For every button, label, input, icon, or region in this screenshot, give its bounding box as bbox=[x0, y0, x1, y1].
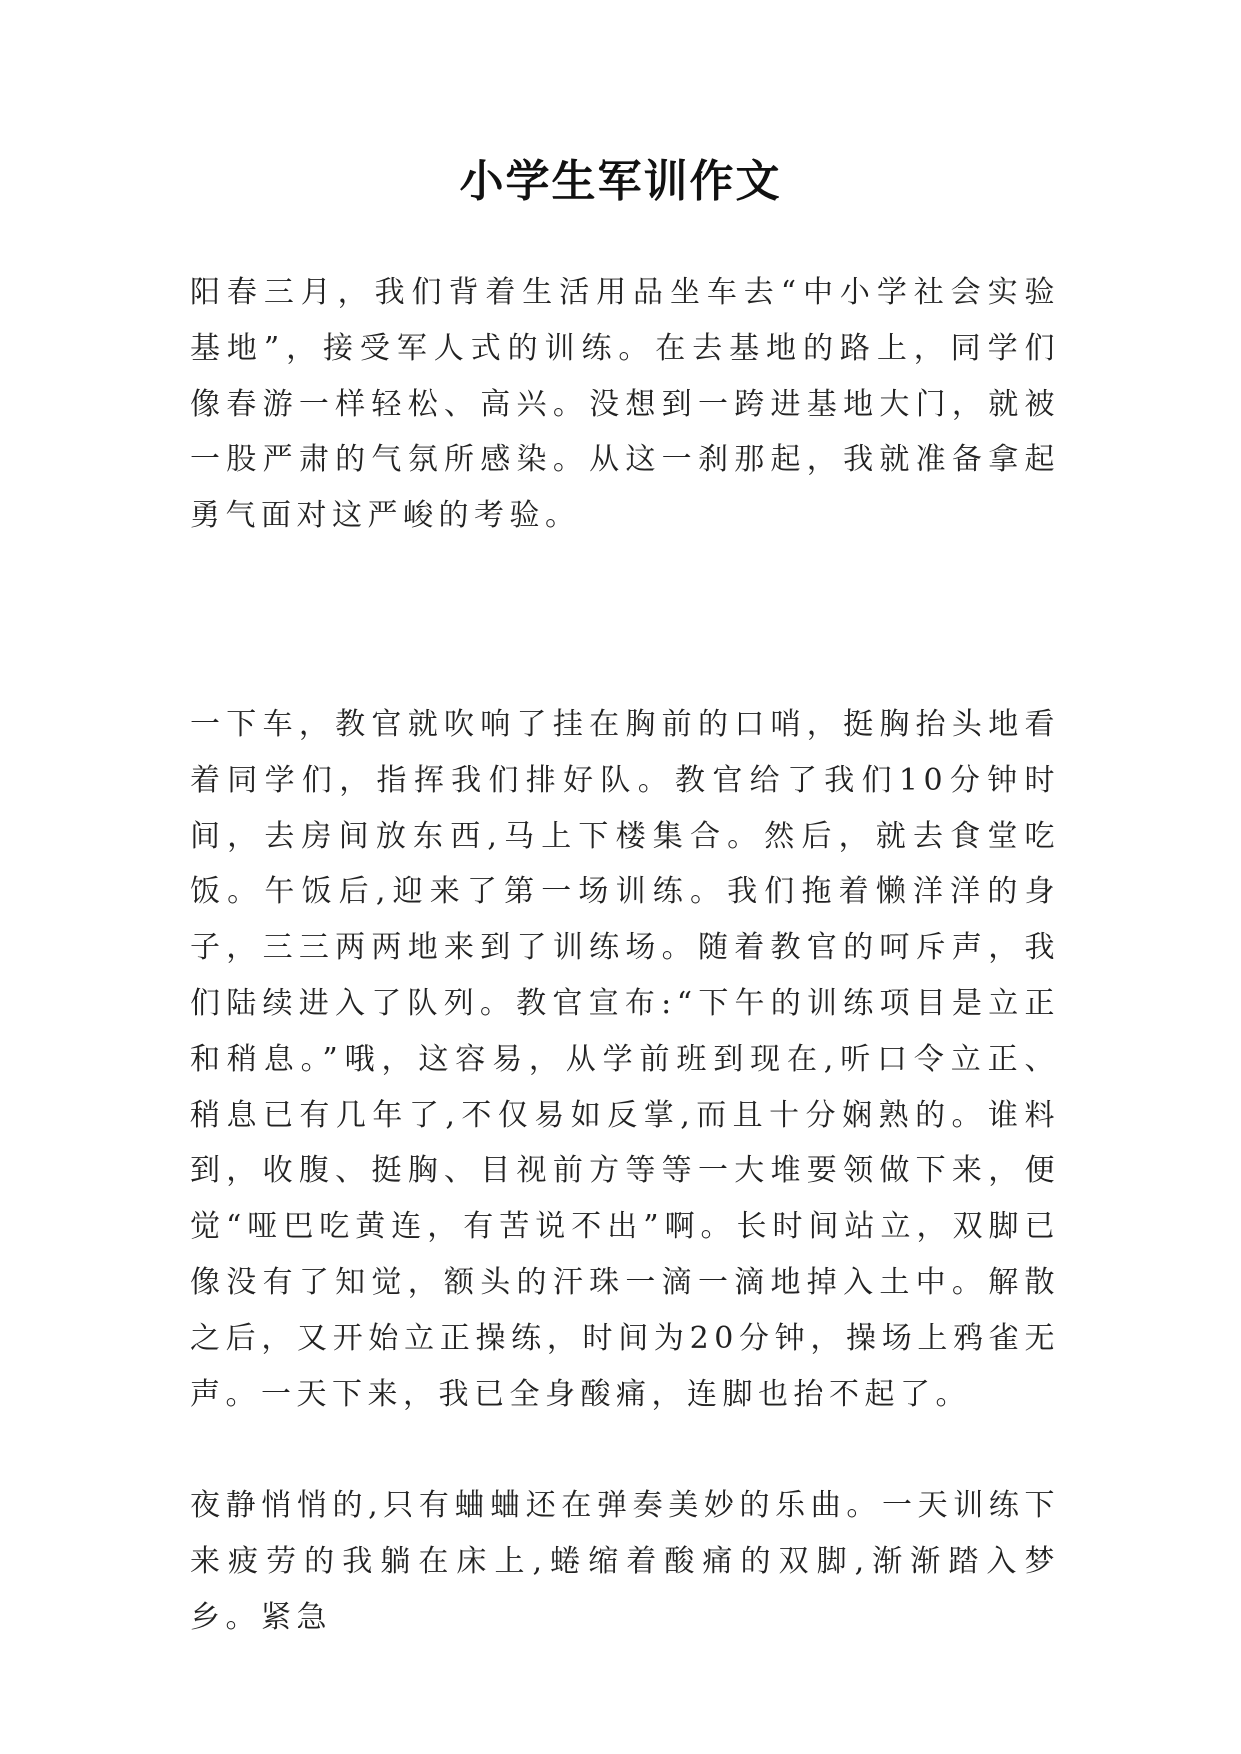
paragraph-3: 夜静悄悄的,只有蛐蛐还在弹奏美妙的乐曲。一天训练下来疲劳的我躺在床上,蜷缩着酸痛的双脚,渐渐踏入梦乡。紧急 bbox=[190, 1488, 1060, 1635]
document-title: 小学生军训作文 bbox=[459, 156, 782, 207]
paragraph-2: 一下车，教官就吹响了挂在胸前的口哨，挺胸抬头地看着同学们，指挥我们排好队。教官给了我们10分钟时间，去房间放东西,马上下楼集合。然后，就去食堂吃饭。午饭后,迎来了第一场训练。我们拖着懒洋洋的身子，三三两两地来到了训练场。随着教官的呵斥声，我们陆续进入了队列。教官宣布:“下午的训练项目是立正和稍息。”哦，这容易，从学前班到现在,听口令立正、稍息已有几年了,不仅易如反掌,而且十分娴熟的。谁料到，收腹、挺胸、目视前方等等一大堆要领做下来，便觉“哑巴吃黄连，有苦说不出”啊。长时间站立，双脚已像没有了知觉，额头的汗珠一滴一滴地掉入土中。解散之后，又开始立正操练，时间为20分钟，操场上鸦雀无声。一天下来，我已全身酸痛，连脚也抬不起了。 bbox=[190, 707, 1060, 1412]
paragraph-1: 阳春三月，我们背着生活用品坐车去“中小学社会实验基地”，接受军人式的训练。在去基地的路上，同学们像春游一样轻松、高兴。没想到一跨进基地大门，就被一股严肃的气氛所感染。从这一刹那起，我就准备拿起勇气面对这严峻的考验。 bbox=[190, 275, 1060, 534]
